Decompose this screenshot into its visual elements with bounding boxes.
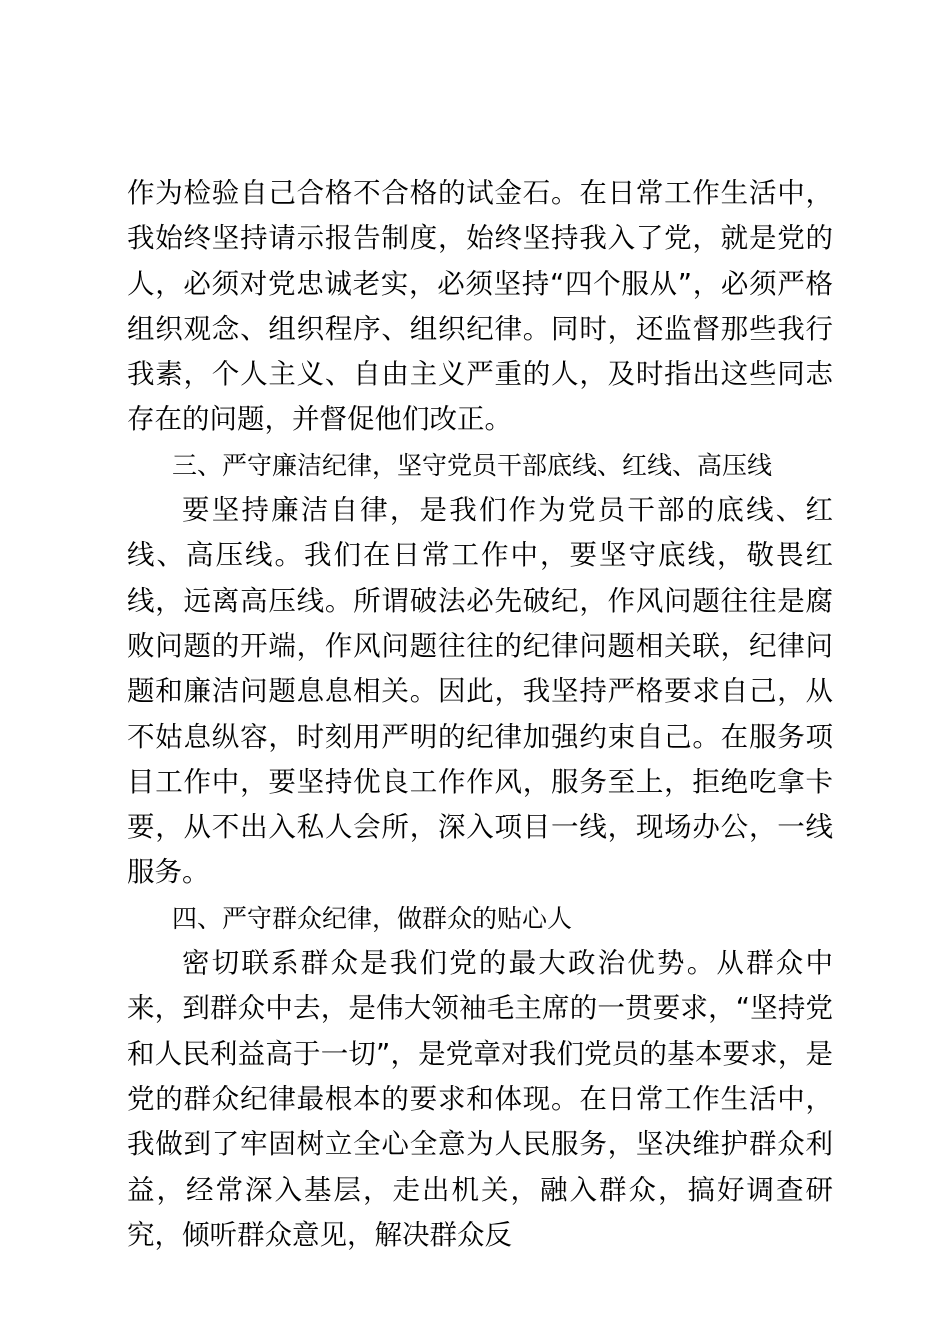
section-heading-3: 三、严守廉洁纪律，坚守党员干部底线、红线、高压线 [172,450,773,480]
body-paragraph-1: 作为检验自己合格不合格的试金石。在日常工作生活中，我始终坚持请示报告制度，始终坚持我入了党，就是党的人，必须对党忠诚老实，必须坚持“四个服从”，必须严格组织观念、组织程序、组织纪律。同时，还监督那些我行我素，个人主义、自由主义严重的人，及时指出这些同志存在的问题，并督促他们改正。 [127,177,833,436]
document-body [127,171,833,1258]
body-paragraph-2: 要坚持廉洁自律，是我们作为党员干部的底线、红线、高压线。我们在日常工作中，要坚守底线，敬畏红线，远离高压线。所谓破法必先破纪，作风问题往往是腐败问题的开端，作风问题往往的纪律问题相关联，纪律问题和廉洁问题息息相关。因此，我坚持严格要求自己，从不姑息纵容，时刻用严明的纪律加强约束自己。在服务项目工作中，要坚持优良工作作风，服务至上，拒绝吃拿卡要，从不出入私人会所，深入项目一线，现场办公，一线服务。 [127,494,833,889]
body-paragraph-3: 密切联系群众是我们党的最大政治优势。从群众中来，到群众中去，是伟大领袖毛主席的一贯要求，“坚持党和人民利益高于一切”，是党章对我们党员的基本要求，是党的群众纪律最根本的要求和体现。在日常工作生活中，我做到了牢固树立全心全意为人民服务，坚决维护群众利益，经常深入基层，走出机关，融入群众，搞好调查研究，倾听群众意见，解决群众反 [127,947,833,1251]
section-heading-4: 四、严守群众纪律，做群众的贴心人 [172,903,573,933]
